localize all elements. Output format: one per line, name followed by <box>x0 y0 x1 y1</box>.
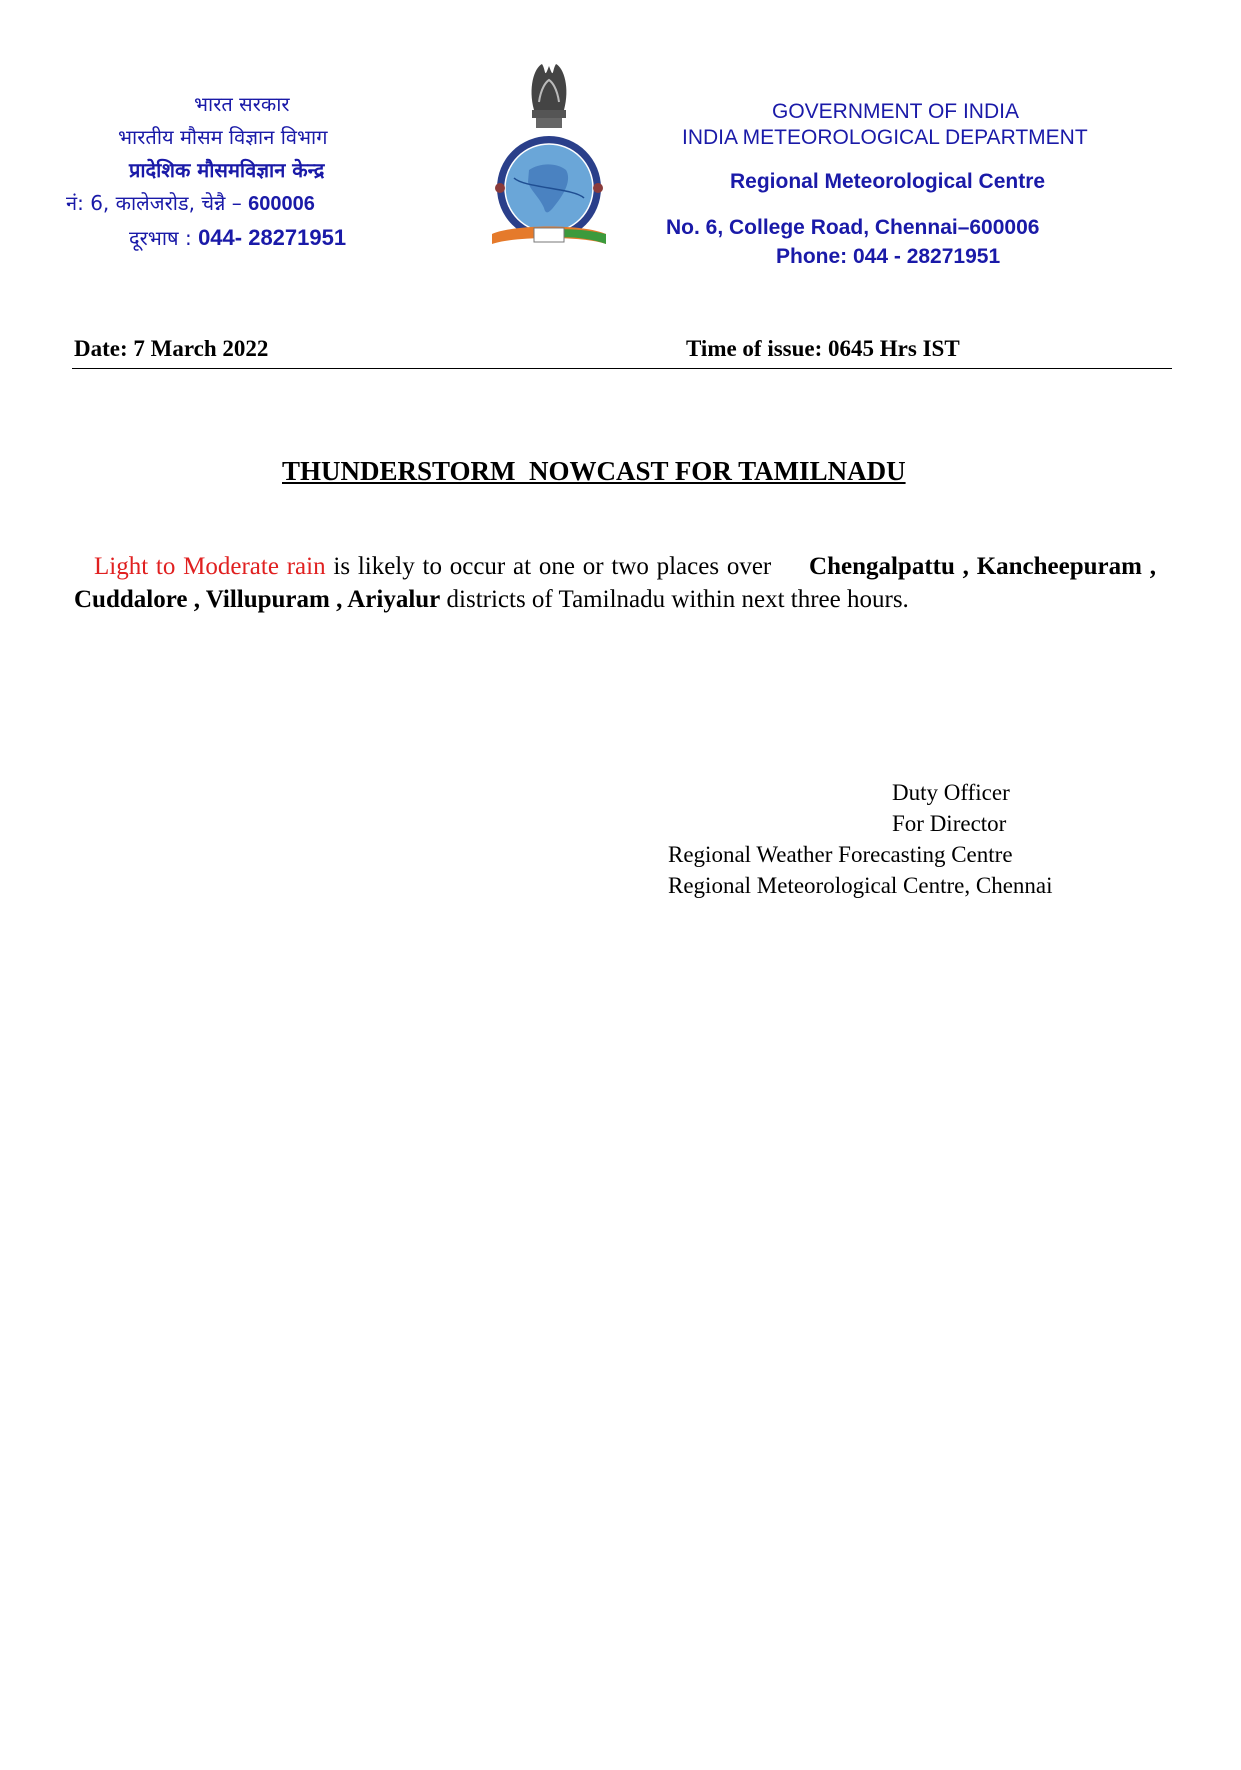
issue-date: Date: 7 March 2022 <box>74 336 269 361</box>
signature-duty-officer: Duty Officer <box>892 780 1010 805</box>
english-dept-line: INDIA METEOROLOGICAL DEPARTMENT <box>682 126 1088 149</box>
signature-for-director: For Director <box>892 811 1007 836</box>
hindi-address-line: नं: 6, कालेजरोड, चेन्नै – 600006 <box>66 191 315 215</box>
header-divider <box>72 368 1172 369</box>
english-address-line: No. 6, College Road, Chennai–600006 <box>666 216 1040 239</box>
signature-rwfc: Regional Weather Forecasting Centre <box>668 842 1013 867</box>
hindi-header <box>66 88 406 255</box>
signature-block <box>668 777 1168 901</box>
hindi-gov-line: भारत सरकार <box>194 92 290 116</box>
hindi-dept-line: भारतीय मौसम विज्ञान विभाग <box>118 125 328 149</box>
signature-rmc: Regional Meteorological Centre, Chennai <box>668 873 1053 898</box>
english-centre-line: Regional Meteorological Centre <box>730 170 1046 193</box>
page-title: THUNDERSTORM NOWCAST FOR TAMILNADU <box>282 456 906 486</box>
english-phone-line: Phone: 044 - 28271951 <box>776 245 1001 268</box>
imd-emblem-icon <box>484 58 614 248</box>
english-gov-line: GOVERNMENT OF INDIA <box>772 100 1019 123</box>
forecast-paragraph: Light to Moderate rain is likely to occur at one or two places over Chengalpattu , Kancheepuram , Cuddalore , Villupuram , Ariyalur districts of Tamilnadu within next three hours. <box>74 553 1156 613</box>
hindi-phone-line: दूरभाष : 044- 28271951 <box>129 225 347 250</box>
time-of-issue: Time of issue: 0645 Hrs IST <box>686 336 960 361</box>
rain-intensity: Light to Moderate rain <box>94 553 326 580</box>
district-list: Chengalpattu , <box>809 553 969 580</box>
hindi-centre-line: प्रादेशिक मौसमविज्ञान केन्द्र <box>129 158 325 182</box>
district-list-2: Kancheepuram , Cuddalore , Villupuram , Ariyalur <box>74 553 1156 613</box>
